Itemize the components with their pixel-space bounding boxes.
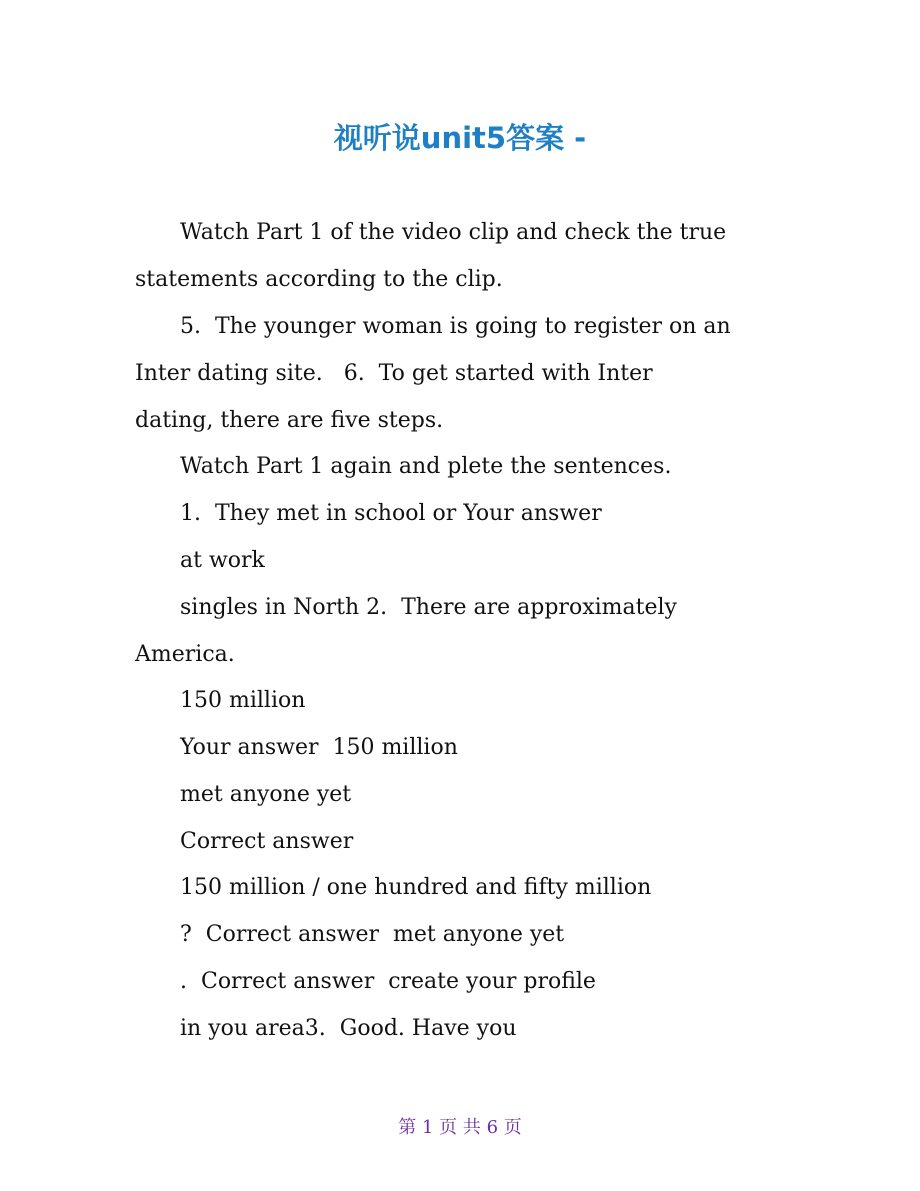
- text-line: at work: [180, 548, 265, 573]
- text-line: America.: [135, 642, 235, 667]
- page-title: 视听说unit5答案 -: [333, 121, 587, 155]
- text-line: ? Correct answer met anyone yet: [180, 922, 565, 947]
- text-line: 150 million / one hundred and fifty million: [180, 875, 652, 900]
- text-line: Correct answer: [180, 829, 354, 854]
- text-line: 5. The younger woman is going to register on an: [180, 314, 731, 339]
- text-line: . Correct answer create your profile: [180, 969, 596, 994]
- text-line: 1. They met in school or Your answer: [180, 501, 602, 526]
- text-line: 150 million: [180, 688, 306, 713]
- text-line: Inter dating site. 6. To get started with Inter: [135, 361, 653, 386]
- text-line: statements according to the clip.: [135, 267, 503, 292]
- text-line: Watch Part 1 again and plete the sentences.: [180, 454, 672, 479]
- text-line: dating, there are five steps.: [135, 408, 444, 433]
- page-footer: 第 1 页 共 6 页: [398, 1117, 522, 1138]
- text-line: met anyone yet: [180, 782, 352, 807]
- text-line: Watch Part 1 of the video clip and check the true: [180, 220, 727, 245]
- text-line: Your answer 150 million: [180, 735, 458, 760]
- text-line: singles in North 2. There are approximately: [180, 595, 677, 620]
- text-line: in you area3. Good. Have you: [180, 1016, 517, 1041]
